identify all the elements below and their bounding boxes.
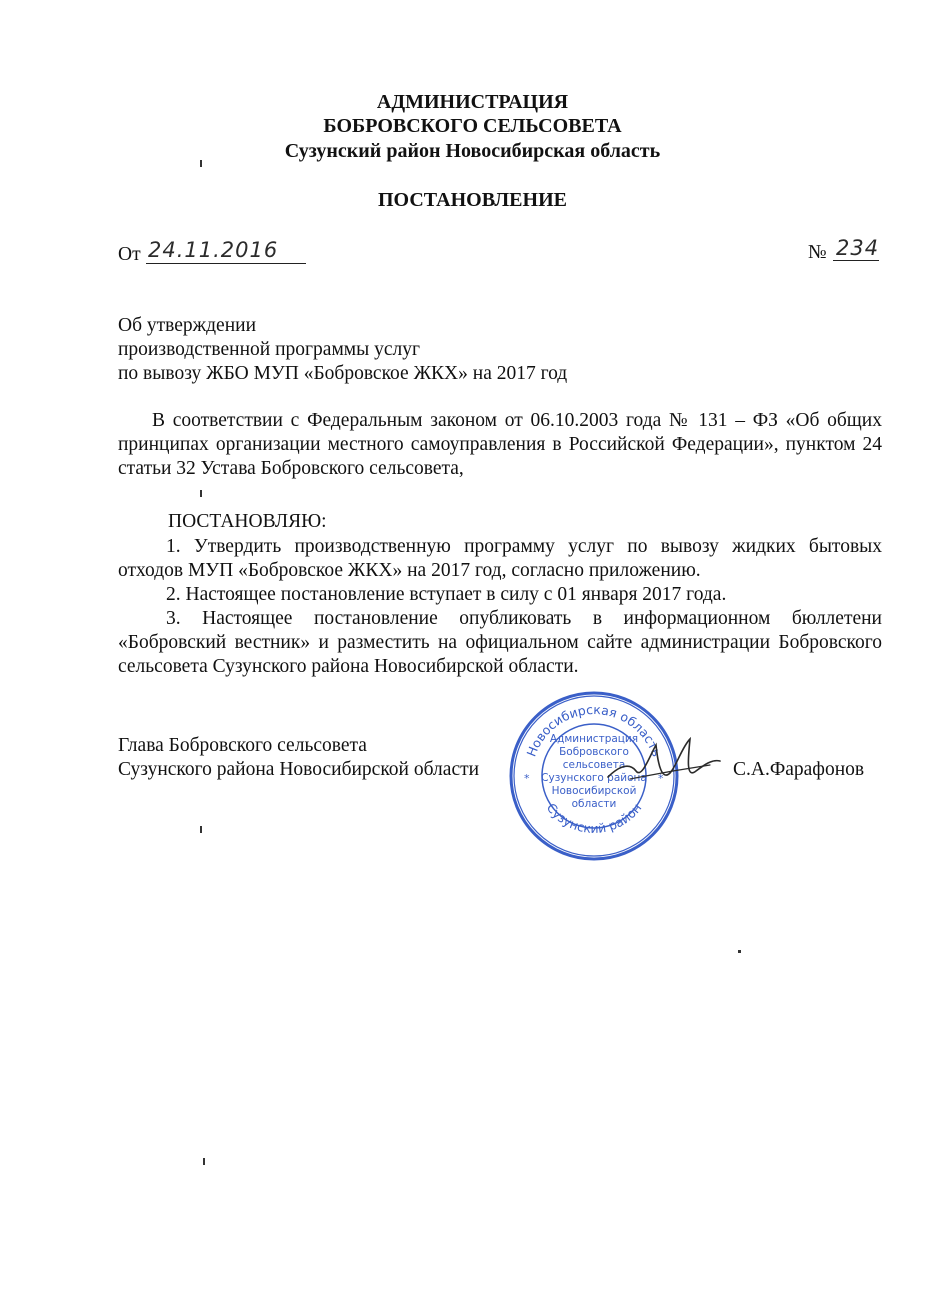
number-underline: [833, 260, 879, 261]
date-underline: [146, 263, 306, 264]
subject-line-1: Об утверждении: [118, 315, 257, 336]
signatory-name: С.А.Фарафонов: [733, 759, 865, 780]
document-type-title: ПОСТАНОВЛЕНИЕ: [378, 189, 567, 211]
date-value: 24.11.2016: [148, 238, 279, 262]
resolution-item-3: 3. Настоящее постановление опубликовать в информационном бюллетени «Бобровский вестник» и разместить на официальном сайте администрации Бобровского сельсовета Сузунского района Новосибирской области.: [118, 608, 882, 677]
resolution-item-1: 1. Утвердить производственную программу услуг по вывозу жидких бытовых отходов МУП «Бобровское ЖКХ» на 2017 год, согласно приложению.: [118, 536, 882, 581]
stamp-inner-line-5: Новосибирской: [551, 785, 637, 797]
stamp-star-left: *: [524, 772, 530, 785]
stamp-outer-top-text: Новосибирская область: [523, 701, 665, 759]
stamp-inner-line-2: Бобровского: [559, 746, 629, 758]
signatory-title-line-1: Глава Бобровского сельсовета: [118, 735, 367, 756]
handwritten-signature: [600, 735, 725, 795]
number-prefix: №: [808, 242, 827, 263]
header-line-2: БОБРОВСКОГО СЕЛЬСОВЕТА: [323, 115, 622, 137]
header-line-3: Сузунский район Новосибирская область: [284, 140, 661, 162]
scan-speck: [200, 826, 202, 833]
resolution-item-2: 2. Настоящее постановление вступает в силу с 01 января 2017 года.: [166, 584, 727, 605]
stamp-inner-line-3: сельсовета: [562, 759, 626, 771]
number-value: 234: [836, 236, 880, 260]
scan-speck: [200, 490, 202, 497]
stamp-inner-line-4: Сузунского района: [541, 772, 647, 784]
resolve-heading: ПОСТАНОВЛЯЮ:: [168, 511, 327, 532]
date-prefix: От: [118, 244, 141, 265]
signatory-title-line-2: Сузунского района Новосибирской области: [118, 759, 480, 780]
header-line-1: АДМИНИСТРАЦИЯ: [376, 91, 569, 113]
stamp-inner-line-1: Администрация: [549, 733, 639, 745]
subject-line-3: по вывозу ЖБО МУП «Бобровское ЖКХ» на 2017 год: [118, 363, 568, 384]
subject-line-2: производственной программы услуг: [118, 339, 420, 360]
scan-speck: [203, 1158, 205, 1165]
preamble-paragraph: В соответствии с Федеральным законом от 06.10.2003 года № 131 – ФЗ «Об общих принципах организации местного самоуправления в Российской Федерации», пунктом 24 статьи 32 Устава Бобровского сельсовета,: [118, 410, 882, 479]
scan-speck: [200, 160, 202, 167]
stamp-outer-bottom-text: Сузунский район: [543, 800, 645, 836]
scan-speck: [738, 950, 741, 953]
stamp-inner-line-6: области: [571, 798, 617, 810]
stamp-star-right: *: [658, 772, 664, 785]
